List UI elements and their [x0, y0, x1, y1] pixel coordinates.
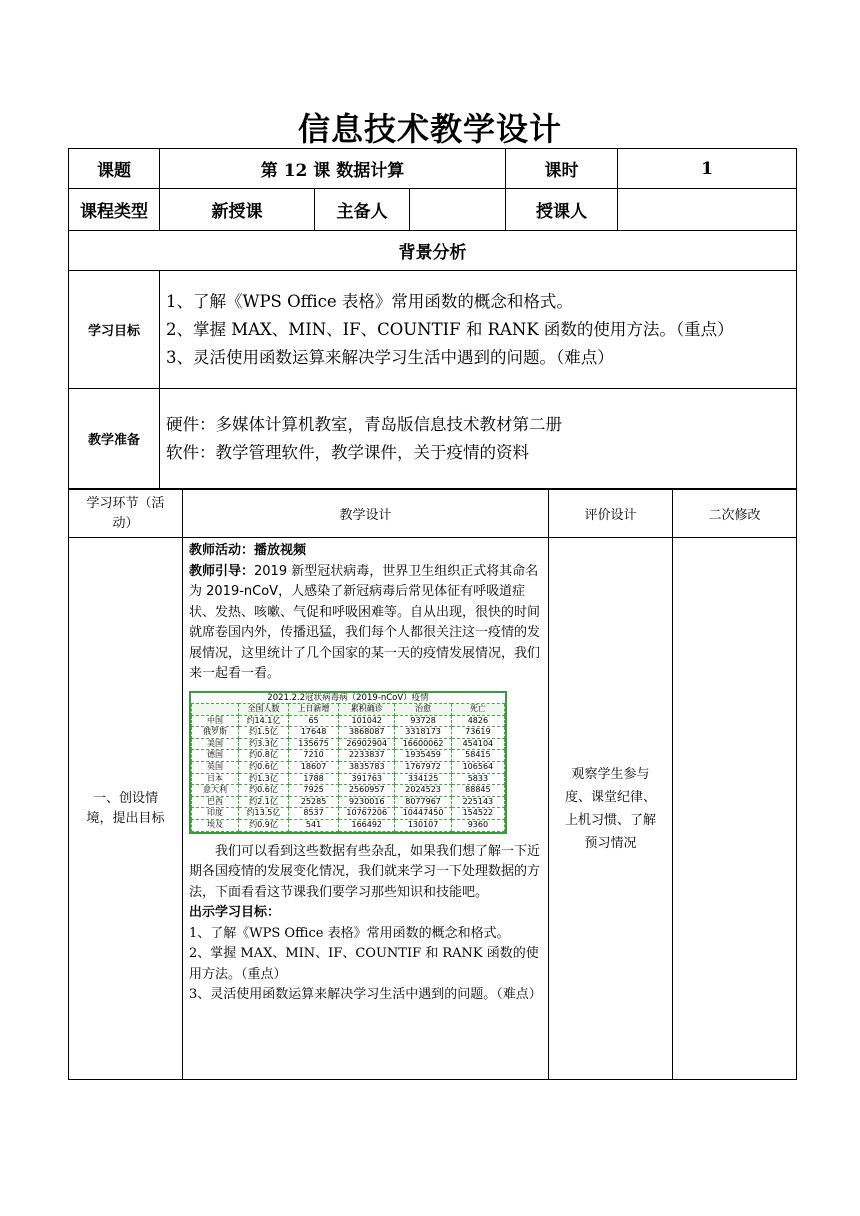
info-table: [68, 148, 797, 489]
covid-cell: 65: [289, 715, 339, 727]
covid-cell: 2233837: [339, 750, 395, 762]
covid-row: [192, 762, 505, 774]
header-stage: 学习环节（活动）: [69, 490, 183, 538]
covid-row: [192, 773, 505, 785]
covid-cell: 93728: [395, 715, 451, 727]
covid-cell: 7925: [289, 785, 339, 797]
covid-cell: 25285: [289, 796, 339, 808]
plan-goal-item: 3、灵活使用函数运算来解决学习生活中遇到的问题。（难点）: [189, 987, 542, 1003]
covid-cell: 约0.6亿: [238, 785, 288, 797]
covid-cell: 巴西: [192, 796, 239, 808]
period-label: 课时: [506, 149, 618, 189]
header-revision: 二次修改: [673, 490, 797, 538]
covid-cell: 埃及: [192, 820, 239, 832]
covid-cell: 3318173: [395, 727, 451, 739]
goals-cell: [160, 271, 797, 389]
covid-cell: 8077967: [395, 796, 451, 808]
covid-row: [192, 796, 505, 808]
covid-cell: 18607: [289, 762, 339, 774]
covid-cell: 日本: [192, 773, 239, 785]
covid-row: [192, 738, 505, 750]
covid-cell: 73619: [451, 727, 504, 739]
covid-cell: 1788: [289, 773, 339, 785]
guide-label: 教师引导：: [189, 563, 255, 579]
prep-label: 教学准备: [69, 389, 160, 489]
covid-cell: 166492: [339, 820, 395, 832]
covid-cell: 334125: [395, 773, 451, 785]
covid-cell: 3835783: [339, 762, 395, 774]
covid-col-header: 累积确诊: [339, 704, 395, 716]
prep-item: 软件：教学管理软件，教学课件，关于疫情的资料: [166, 442, 529, 462]
covid-cell: 印度: [192, 808, 239, 820]
covid-col-header: 死亡: [451, 704, 504, 716]
covid-cell: 135675: [289, 738, 339, 750]
after-paragraph: 我们可以看到这些数据有些杂乱，如果我们想了解一下近期各国疫情的发展变化情况，我们就来学习一下处理数据的方法，下面看看这节课我们要学习那些知识和技能吧。: [189, 843, 541, 900]
covid-cell: 10447450: [395, 808, 451, 820]
covid-col-header: 治愈: [395, 704, 451, 716]
activity-title: 教师活动：播放视频: [189, 543, 307, 558]
covid-cell: 10767206: [339, 808, 395, 820]
covid-cell: 约14.1亿: [238, 715, 288, 727]
covid-cell: 225143: [451, 796, 504, 808]
covid-cell: 9360: [451, 820, 504, 832]
goal-item: 1、了解《WPS Office 表格》常用函数的概念和格式。: [166, 291, 573, 311]
covid-cell: 约13.5亿: [238, 808, 288, 820]
covid-table-caption: 2021.2.2冠状病毒病（2019-nCoV）疫情: [192, 693, 505, 704]
covid-cell: 约3.3亿: [238, 738, 288, 750]
covid-cell: 约0.9亿: [238, 820, 288, 832]
goal-item: 3、灵活使用函数运算来解决学习生活中遇到的问题。（难点）: [166, 347, 614, 367]
covid-cell: 106564: [451, 762, 504, 774]
design-cell: [183, 538, 549, 1080]
teacher-label: 授课人: [506, 189, 618, 231]
covid-row: [192, 820, 505, 832]
covid-cell: 5833: [451, 773, 504, 785]
covid-cell: 意大利: [192, 785, 239, 797]
covid-cell: 26902904: [339, 738, 395, 750]
covid-cell: 541: [289, 820, 339, 832]
document-title: 信息技术教学设计: [297, 110, 562, 148]
covid-cell: 7210: [289, 750, 339, 762]
covid-row: [192, 715, 505, 727]
covid-cell: 俄罗斯: [192, 727, 239, 739]
course-label: 课题: [69, 149, 160, 189]
preparer-label: 主备人: [315, 189, 410, 231]
header-design: 教学设计: [183, 490, 549, 538]
plan-goal-item: 1、了解《WPS Office 表格》常用函数的概念和格式。: [189, 925, 510, 941]
covid-row: [192, 785, 505, 797]
revision-cell: [673, 538, 797, 1080]
guide-text: 2019 新型冠状病毒，世界卫生组织正式将其命名为 2019-nCoV，人感染了新冠病毒后常见体征有呼吸道症状、发热、咳嗽、气促和呼吸困难等。自从出现，很快的时间就席卷国内外，传播迅猛，我们每个人都很关注这一疫情的发展情况，这里统计了几个国家的某一天的疫情发展情况，我们来一起看一看。: [189, 563, 541, 681]
goals-label: 学习目标: [69, 271, 160, 389]
covid-cell: 约0.6亿: [238, 762, 288, 774]
goals-title: 出示学习目标：: [189, 905, 281, 921]
covid-cell: 9230016: [339, 796, 395, 808]
covid-cell: 中国: [192, 715, 239, 727]
covid-cell: 约2.1亿: [238, 796, 288, 808]
covid-col-header: 上日新增: [289, 704, 339, 716]
type-label: 课程类型: [69, 189, 160, 231]
covid-cell: 德国: [192, 750, 239, 762]
covid-cell: 3868087: [339, 727, 395, 739]
covid-cell: 58415: [451, 750, 504, 762]
stage-cell: 一、创设情境，提出目标: [69, 538, 183, 1080]
background-heading: 背景分析: [69, 231, 797, 271]
covid-cell: 17648: [289, 727, 339, 739]
covid-data-image: [189, 691, 507, 834]
evaluation-cell: 观察学生参与度、课堂纪律、上机习惯、了解预习情况: [549, 538, 673, 1080]
covid-cell: 8537: [289, 808, 339, 820]
covid-cell: 88845: [451, 785, 504, 797]
guide-paragraph: [189, 562, 542, 685]
goal-item: 2、掌握 MAX、MIN、IF、COUNTIF 和 RANK 函数的使用方法。（重点）: [166, 319, 734, 339]
covid-cell: 4826: [451, 715, 504, 727]
covid-cell: 154522: [451, 808, 504, 820]
covid-cell: 101042: [339, 715, 395, 727]
covid-col-header: [192, 704, 239, 716]
covid-cell: 1935459: [395, 750, 451, 762]
course-value: 第 12 课 数据计算: [160, 149, 506, 189]
covid-cell: 2560957: [339, 785, 395, 797]
prep-cell: [160, 389, 797, 489]
covid-cell: 454104: [451, 738, 504, 750]
covid-row: [192, 750, 505, 762]
covid-row: [192, 727, 505, 739]
covid-row: [192, 808, 505, 820]
covid-col-header: 全国人数: [238, 704, 288, 716]
header-evaluation: 评价设计: [549, 490, 673, 538]
covid-cell: 391763: [339, 773, 395, 785]
period-value: 1: [618, 149, 797, 189]
covid-cell: 约1.3亿: [238, 773, 288, 785]
covid-table-header: [192, 704, 505, 716]
type-value: 新授课: [160, 189, 315, 231]
covid-cell: 130107: [395, 820, 451, 832]
teacher-value: [618, 189, 797, 231]
plan-goal-item: 2、掌握 MAX、MIN、IF、COUNTIF 和 RANK 函数的使用方法。（重点）: [189, 946, 539, 982]
preparer-value: [410, 189, 506, 231]
covid-cell: 1767972: [395, 762, 451, 774]
covid-cell: 约1.5亿: [238, 727, 288, 739]
covid-cell: 16600062: [395, 738, 451, 750]
covid-cell: 英国: [192, 762, 239, 774]
plan-table: [68, 489, 797, 1080]
covid-cell: 约0.8亿: [238, 750, 288, 762]
covid-table: [191, 693, 505, 832]
covid-cell: 2024523: [395, 785, 451, 797]
prep-item: 硬件：多媒体计算机教室，青岛版信息技术教材第二册: [166, 414, 562, 434]
covid-cell: 美国: [192, 738, 239, 750]
